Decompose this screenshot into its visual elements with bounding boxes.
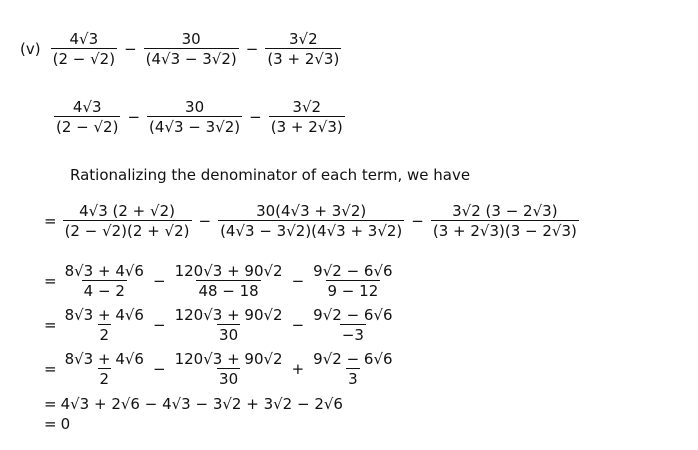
denominator: 30 — [219, 370, 239, 388]
denominator: (2 − √2) — [52, 50, 116, 68]
step-3 — [44, 306, 397, 344]
denominator: 3 — [348, 370, 358, 388]
numerator: 9√2 − 6√6 — [313, 350, 393, 368]
equals-sign: = — [44, 272, 57, 290]
part-label: (v) — [20, 40, 41, 58]
fraction-term-2 — [173, 306, 285, 344]
numerator: 8√3 + 4√6 — [64, 262, 144, 280]
fraction-term-3 — [311, 350, 394, 388]
fraction-term-2 — [218, 202, 404, 240]
fraction-term-1 — [51, 30, 117, 68]
operator: − — [411, 212, 424, 230]
numerator: 4√3 — [72, 98, 102, 116]
operator: − — [127, 108, 141, 126]
denominator: (4√3 − 3√2)(4√3 + 3√2) — [220, 222, 403, 240]
numerator: 120√3 + 90√2 — [174, 306, 283, 324]
denominator: 2 — [99, 326, 110, 344]
operator: − — [152, 316, 166, 334]
step-5 — [44, 395, 343, 413]
equals-sign: = — [44, 212, 57, 230]
fraction-term-2 — [147, 98, 242, 136]
step-1 — [44, 202, 581, 240]
numerator: 120√3 + 90√2 — [174, 262, 283, 280]
denominator: 4 − 2 — [83, 282, 125, 300]
operator: − — [291, 272, 305, 290]
numerator: 3√2 — [289, 30, 318, 48]
operator: − — [245, 40, 259, 58]
intro-text: Rationalizing the denominator of each term, we have — [70, 166, 471, 184]
problem-line — [20, 30, 343, 68]
denominator: (3 + 2√3) — [267, 50, 340, 68]
denominator: 9 − 12 — [327, 282, 379, 300]
result-value: 0 — [60, 415, 71, 433]
fraction-term-1 — [63, 262, 146, 300]
operator: − — [124, 40, 137, 58]
fraction-term-1 — [63, 306, 146, 344]
numerator: 30(4√3 + 3√2) — [256, 202, 367, 220]
numerator: 4√3 (2 + √2) — [79, 202, 175, 220]
equals-sign: = — [44, 360, 57, 378]
numerator: 4√3 — [69, 30, 99, 48]
fraction-term-3 — [265, 30, 341, 68]
denominator: (4√3 − 3√2) — [149, 118, 241, 136]
fraction-term-1 — [54, 98, 120, 136]
equals-sign: = — [44, 395, 57, 413]
restated-expression — [52, 98, 347, 136]
operator: − — [198, 212, 212, 230]
result-line — [44, 415, 70, 433]
operator: − — [249, 108, 262, 126]
denominator: 30 — [219, 326, 239, 344]
step-4 — [44, 350, 397, 388]
denominator: −3 — [341, 326, 364, 344]
numerator: 120√3 + 90√2 — [174, 350, 283, 368]
denominator: (4√3 − 3√2) — [145, 50, 237, 68]
fraction-term-2 — [173, 262, 285, 300]
numerator: 30 — [185, 98, 205, 116]
denominator: 48 − 18 — [198, 282, 259, 300]
fraction-term-2 — [144, 30, 239, 68]
numerator: 3√2 (3 − 2√3) — [452, 202, 558, 220]
numerator: 30 — [181, 30, 201, 48]
equals-sign: = — [44, 415, 57, 433]
step-2 — [44, 262, 397, 300]
numerator: 8√3 + 4√6 — [64, 350, 144, 368]
fraction-term-3 — [431, 202, 579, 240]
fraction-term-1 — [63, 350, 146, 388]
numerator: 8√3 + 4√6 — [64, 306, 144, 324]
fraction-term-3 — [269, 98, 345, 136]
numerator: 3√2 — [292, 98, 322, 116]
denominator: (2 − √2) — [56, 118, 119, 136]
denominator: 2 — [99, 370, 110, 388]
operator: + — [291, 360, 305, 378]
fraction-term-2 — [173, 350, 285, 388]
denominator: (3 + 2√3) — [270, 118, 343, 136]
numerator: 9√2 − 6√6 — [313, 306, 393, 324]
numerator: 9√2 − 6√6 — [313, 262, 393, 280]
fraction-term-3 — [311, 306, 394, 344]
simplified-expression: 4√3 + 2√6 − 4√3 − 3√2 + 3√2 − 2√6 — [60, 395, 343, 413]
fraction-term-1 — [63, 202, 192, 240]
denominator: (3 + 2√3)(3 − 2√3) — [432, 222, 577, 240]
equals-sign: = — [44, 316, 57, 334]
denominator: (2 − √2)(2 + √2) — [64, 222, 190, 240]
fraction-term-3 — [311, 262, 394, 300]
operator: − — [291, 316, 305, 334]
operator: − — [152, 272, 166, 290]
operator: − — [152, 360, 166, 378]
